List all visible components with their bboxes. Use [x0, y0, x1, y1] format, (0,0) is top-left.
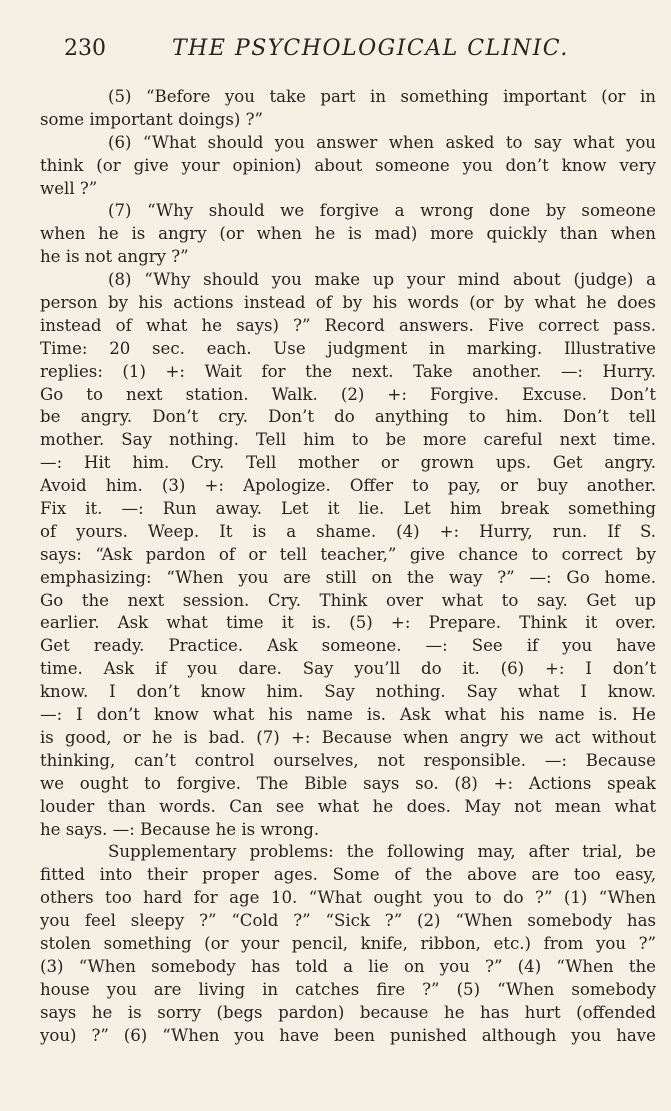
text-line: Go to next station. Walk. (2) +: Forgive. Excuse. Don’t [40, 384, 656, 404]
text-line: you feel sleepy ?” “Cold ?” “Sick ?” (2) “When somebody has [40, 911, 656, 931]
text-line: (8) “Why should you make up your mind about (judge) a [108, 270, 656, 290]
text-line: earlier. Ask what time it is. (5) +: Prepare. Think it over. [40, 613, 656, 633]
text-line: is good, or he is bad. (7) +: Because when angry we act without [40, 727, 656, 747]
text-line: Get ready. Practice. Ask someone. —: See if you have [40, 636, 656, 656]
text-line: (7) “Why should we forgive a wrong done by someone [108, 201, 656, 221]
text-line: time. Ask if you dare. Say you’ll do it. (6) +: I don’t [40, 659, 656, 679]
page-number: 230 [64, 36, 106, 61]
text-line: he is not angry ?” [40, 247, 189, 267]
text-line: well ?” [40, 178, 98, 198]
body-text [40, 86, 656, 1047]
text-line: —: I don’t know what his name is. Ask what his name is. He [40, 705, 656, 725]
text-line: louder than words. Can see what he does. May not mean what [40, 796, 656, 816]
text-line: Time: 20 sec. each. Use judgment in marking. Illustrative [40, 338, 656, 358]
text-line: he says. —: Because he is wrong. [40, 819, 320, 839]
text-line: be angry. Don’t cry. Don’t do anything to him. Don’t tell [40, 407, 656, 427]
text-line: —: Hit him. Cry. Tell mother or grown ups. Get angry. [40, 453, 656, 473]
text-line: emphasizing: “When you are still on the way ?” —: Go home. [40, 567, 656, 587]
page-header [64, 36, 624, 70]
text-line: you) ?” (6) “When you have been punished although you have [40, 1025, 656, 1045]
text-line: (3) “When somebody has told a lie on you ?” (4) “When the [40, 956, 656, 976]
text-line: replies: (1) +: Wait for the next. Take another. —: Hurry. [40, 361, 656, 381]
text-line: we ought to forgive. The Bible says so. (8) +: Actions speak [40, 773, 656, 793]
text-line: some important doings) ?” [40, 109, 263, 129]
text-line: (6) “What should you answer when asked to say what you [108, 132, 656, 152]
text-line: says he is sorry (begs pardon) because he has hurt (offended [40, 1002, 656, 1022]
text-line: person by his actions instead of by his words (or by what he does [40, 293, 656, 313]
text-line: know. I don’t know him. Say nothing. Say what I know. [40, 682, 656, 702]
text-line: house you are living in catches fire ?” (5) “When somebody [40, 979, 656, 999]
text-line: (5) “Before you take part in something important (or in [108, 87, 656, 106]
text-line: mother. Say nothing. Tell him to be more careful next time. [40, 430, 656, 450]
text-line: when he is angry (or when he is mad) more quickly than when [40, 224, 656, 244]
text-line: fitted into their proper ages. Some of the above are too easy, [40, 865, 656, 885]
text-line: think (or give your opinion) about someone you don’t know very [40, 155, 656, 175]
text-line: instead of what he says) ?” Record answers. Five correct pass. [40, 315, 656, 335]
text-line: thinking, can’t control ourselves, not responsible. —: Because [40, 750, 656, 770]
text-line: Fix it. —: Run away. Let it lie. Let him break something [40, 499, 656, 519]
text-line: Go the next session. Cry. Think over what to say. Get up [40, 590, 656, 610]
running-head: THE PSYCHOLOGICAL CLINIC. [172, 36, 569, 61]
text-line: says: “Ask pardon of or tell teacher,” give chance to correct by [40, 544, 656, 564]
text-line: stolen something (or your pencil, knife, ribbon, etc.) from you ?” [40, 933, 656, 953]
text-line: Avoid him. (3) +: Apologize. Offer to pay, or buy another. [40, 476, 656, 496]
text-line: others too hard for age 10. “What ought you to do ?” (1) “When [40, 888, 656, 908]
text-line: Supplementary problems: the following may, after trial, be [108, 842, 656, 862]
text-line: of yours. Weep. It is a shame. (4) +: Hurry, run. If S. [40, 521, 656, 541]
